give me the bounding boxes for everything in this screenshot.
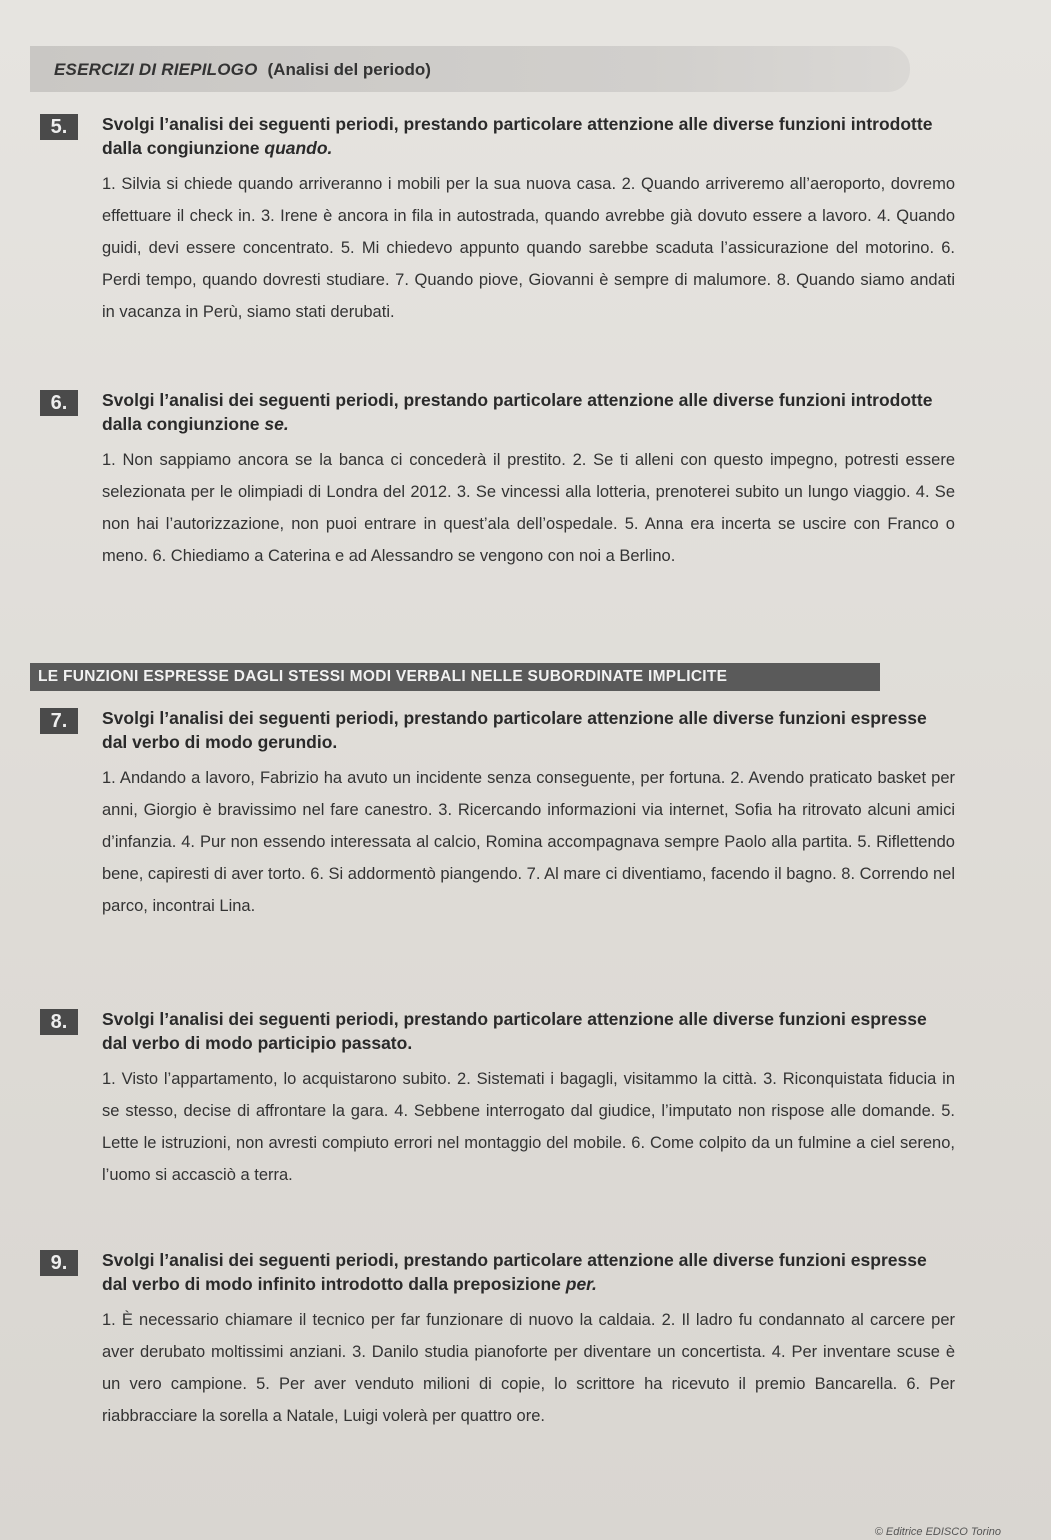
exercise-instruction: Svolgi l’analisi dei seguenti periodi, prestando particolare attenzione alle diverse funzioni introdotte dalla congiunzione se. [102, 390, 933, 434]
exercise-instruction: Svolgi l’analisi dei seguenti periodi, prestando particolare attenzione alle diverse funzioni espresse dal verbo di modo gerundio. [102, 708, 927, 752]
exercise-text: 1. Andando a lavoro, Fabrizio ha avuto un incidente senza conseguente, per fortuna. 2. Avendo praticato basket per anni, Giorgio è bravissimo nel fare canestro. 3. Ricercando informazioni via internet, Sofia ha ritrovato alcuni amici d’infanzia. 4. Pur non essendo interessata al calcio, Romina accompagnava sempre Paolo alla partita. 5. Riflettendo bene, capiresti di aver torto. 6. Si addormentò piangendo. 7. Al mare ci diventiamo, facendo il bagno. 8. Correndo nel parco, incontrai Lina. [102, 769, 956, 915]
exercise-6 [40, 388, 955, 572]
exercise-number: 9. [40, 1250, 78, 1276]
header-title: ESERCIZI DI RIEPILOGO [54, 60, 258, 79]
exercise-number: 5. [40, 114, 78, 140]
exercise-text: 1. È necessario chiamare il tecnico per far funzionare di nuovo la caldaia. 2. Il ladro fu condannato al carcere per aver derubato moltissimi anziani. 3. Danilo studia pianoforte per diventare un concertista. 4. Per inventare scuse è un vero campione. 5. Per aver venduto milioni di copie, lo scrittore ha ricevuto il premio Bancarella. 6. Per riabbracciare la sorella a Natale, Luigi volerà per quattro ore. [102, 1311, 955, 1425]
exercise-5 [40, 112, 955, 328]
exercise-text: 1. Non sappiamo ancora se la banca ci concederà il prestito. 2. Se ti alleni con questo impegno, potresti essere selezionata per le olimpiadi di Londra del 2012. 3. Se vincessi alla lotteria, prenoterei subito un lungo viaggio. 4. Se non hai l’autorizzazione, non puoi entrare in quest’ala dell’ospedale. 5. Anna era incerta se uscire con Franco o meno. 6. Chiediamo a Caterina e ad Alessandro se vengono con noi a Berlino. [102, 451, 955, 565]
publisher-footer: © Editrice EDISCO Torino [874, 1526, 1001, 1538]
section-banner: LE FUNZIONI ESPRESSE DAGLI STESSI MODI VERBALI NELLE SUBORDINATE IMPLICITE [30, 663, 880, 691]
exercise-number: 7. [40, 708, 78, 734]
exercise-number: 6. [40, 390, 78, 416]
exercise-7 [40, 706, 955, 922]
exercise-instruction: Svolgi l’analisi dei seguenti periodi, prestando particolare attenzione alle diverse funzioni espresse dal verbo di modo infinito introdotto dalla preposizione per. [102, 1250, 927, 1294]
exercise-text: 1. Silvia si chiede quando arriveranno i mobili per la sua nuova casa. 2. Quando arriveremo all’aeroporto, dovremo effettuare il check in. 3. Irene è ancora in fila in autostrada, quando avrebbe già dovuto essere a lavoro. 4. Quando guidi, devi essere concentrato. 5. Mi chiedevo appunto quando sarebbe scaduta l’assicurazione del motorino. 6. Perdi tempo, quando dovresti studiare. 7. Quando piove, Giovanni è sempre di malumore. 8. Quando siamo andati in vacanza in Perù, siamo stati derubati. [102, 175, 955, 321]
exercise-9 [40, 1248, 955, 1432]
exercise-keyword: per. [565, 1274, 597, 1294]
page-header [54, 60, 431, 80]
exercise-8 [40, 1007, 955, 1191]
header-subtitle: (Analisi del periodo) [267, 60, 431, 79]
exercise-instruction: Svolgi l’analisi dei seguenti periodi, prestando particolare attenzione alle diverse funzioni introdotte dalla congiunzione quando. [102, 114, 933, 158]
exercise-number: 8. [40, 1009, 78, 1035]
exercise-keyword: se. [264, 414, 289, 434]
exercise-text: 1. Visto l’appartamento, lo acquistarono subito. 2. Sistemati i bagagli, visitammo la città. 3. Riconquistata fiducia in se stesso, decise di affrontare la gara. 4. Sebbene interrogato dal giudice, l’imputato non rispose alle domande. 5. Lette le istruzioni, non avresti compiuto errori nel montaggio del mobile. 6. Come colpito da un fulmine a ciel sereno, l’uomo si accasciò a terra. [102, 1070, 955, 1184]
exercise-keyword: quando. [264, 138, 333, 158]
exercise-instruction: Svolgi l’analisi dei seguenti periodi, prestando particolare attenzione alle diverse funzioni espresse dal verbo di modo participio passato. [102, 1009, 927, 1053]
